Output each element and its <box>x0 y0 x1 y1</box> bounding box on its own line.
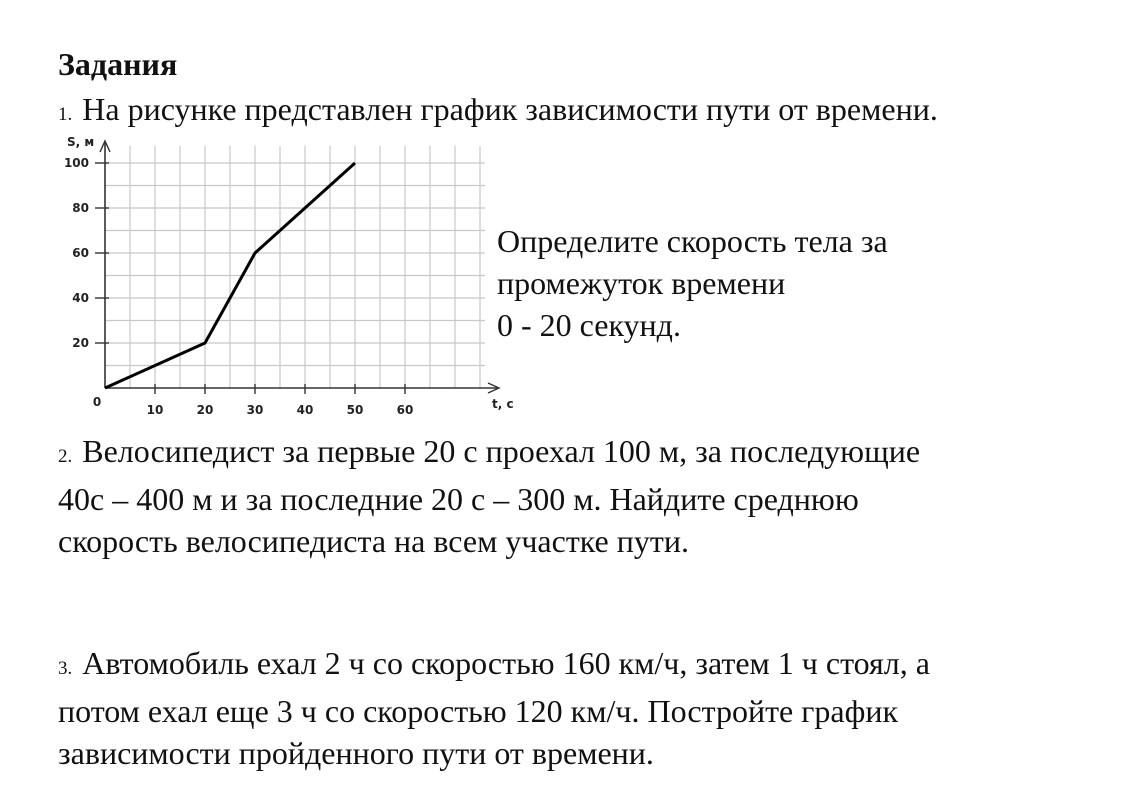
task-3-line-1 <box>58 642 930 690</box>
y-axis-label: S, м <box>67 135 95 149</box>
x-tick-label: 50 <box>346 403 364 417</box>
task-2-line-1 <box>58 430 920 478</box>
task-1-question-line-1: Определите скорость тела за <box>497 223 888 259</box>
x-axis-label: t, c <box>492 397 514 411</box>
y-tick-label: 20 <box>72 336 89 350</box>
task-2-number: 2. <box>58 446 73 467</box>
task-2 <box>58 430 920 562</box>
task-3 <box>58 642 930 774</box>
task-2-line-1-text: Велосипедист за первые 20 с проехал 100 м, за последующие <box>82 433 921 469</box>
task-1-question-line-3: 0 - 20 секунд. <box>497 307 681 343</box>
task-1-text: На рисунке представлен график зависимости пути от времени. <box>82 91 938 127</box>
origin-label: 0 <box>92 395 102 409</box>
y-tick-label: 40 <box>72 291 89 305</box>
y-tick-label: 80 <box>72 201 89 215</box>
tasks-heading: Задания <box>58 46 178 82</box>
y-tick-label: 100 <box>63 156 89 170</box>
task-2-line-2: 40с – 400 м и за последние 20 с – 300 м. Найдите среднюю <box>58 481 859 517</box>
task-3-line-2: потом ехал еще 3 ч со скоростью 120 км/ч. Постройте график <box>58 693 898 729</box>
x-tick-label: 40 <box>296 403 314 417</box>
distance-time-chart <box>55 132 514 432</box>
x-tick-label: 10 <box>146 403 164 417</box>
chart-svg <box>55 132 514 432</box>
task-1-question-line-2: промежуток времени <box>497 265 786 301</box>
task-1-number: 1. <box>58 104 73 125</box>
task-1-question <box>497 220 888 346</box>
x-tick-label: 60 <box>396 403 414 417</box>
task-3-number: 3. <box>58 658 73 679</box>
task-3-line-3: зависимости пройденного пути от времени. <box>58 735 654 771</box>
x-tick-label: 20 <box>196 403 214 417</box>
x-tick-label: 30 <box>246 403 264 417</box>
task-2-line-3: скорость велосипедиста на всем участке пути. <box>58 523 689 559</box>
task-1-statement <box>58 88 938 136</box>
task-3-line-1-text: Автомобиль ехал 2 ч со скоростью 160 км/ч, затем 1 ч стоял, а <box>82 645 930 681</box>
y-tick-label: 60 <box>72 246 89 260</box>
